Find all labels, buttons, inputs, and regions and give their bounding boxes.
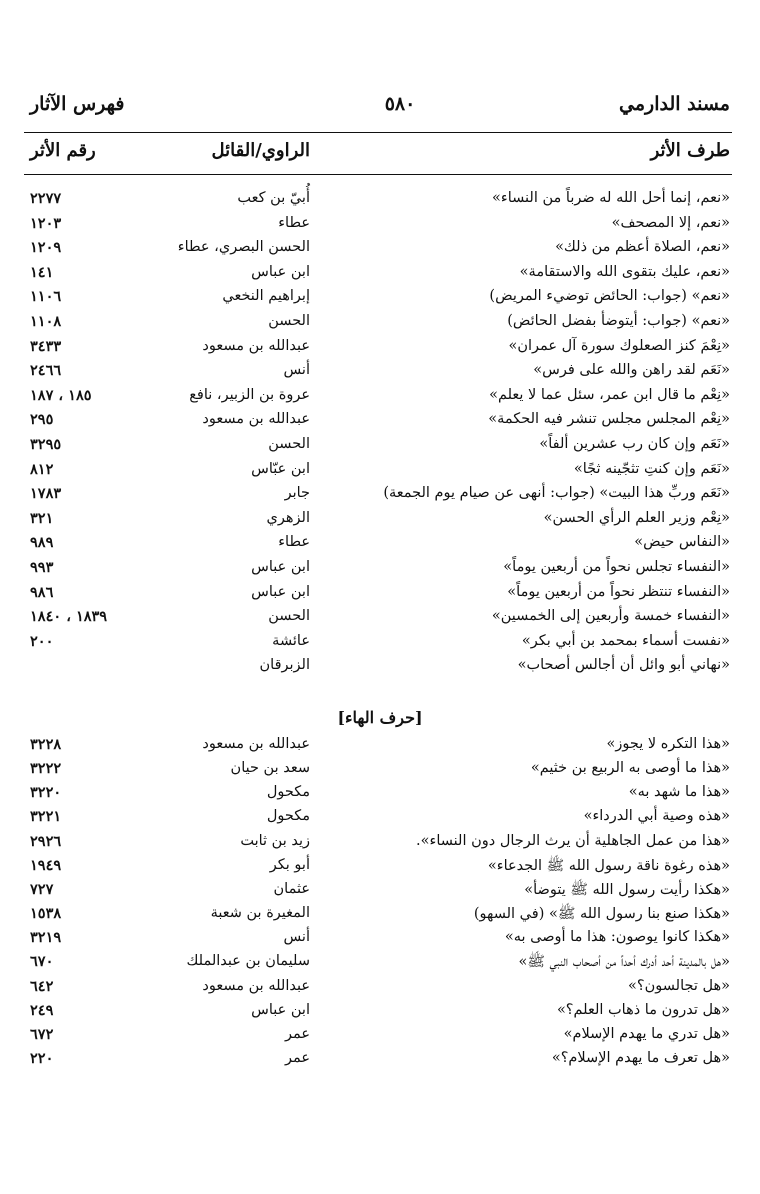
atar-cell: «نِعْمَ كنز الصعلوك سورة آل عمران»	[508, 337, 730, 354]
atar-cell: «النفساء تجلس نحواً من أربعين يوماً»	[503, 559, 730, 575]
number-cell: ٢٤٩	[30, 1001, 54, 1019]
table-row	[30, 1050, 730, 1074]
atar-cell: «هكذا رأيت رسول الله ﷺ يتوضأ»	[524, 881, 730, 898]
atar-cell: «نَعَم لقد راهن والله على فرس»	[533, 362, 730, 379]
table-row	[30, 461, 730, 485]
number-cell: ٢٤٦٦	[30, 362, 62, 380]
table-row	[30, 633, 730, 657]
rawi-cell: عثمان	[273, 880, 310, 897]
rawi-cell: مكحول	[266, 784, 310, 801]
rawi-cell: عمر	[284, 1049, 310, 1066]
table-row	[30, 534, 730, 558]
number-cell: ١٢٠٣	[30, 214, 62, 232]
table-row	[30, 1026, 730, 1050]
table-row	[30, 264, 730, 288]
rawi-cell: عبدالله بن مسعود	[202, 411, 310, 428]
rawi-cell: عمر	[284, 1025, 310, 1042]
column-headers	[30, 140, 730, 174]
rawi-cell: زيد بن ثابت	[240, 832, 310, 849]
table-row	[30, 338, 730, 362]
rawi-cell: عروة بن الزبير، نافع	[189, 386, 310, 403]
atar-cell: «نعم، الصلاة أعظم من ذلك»	[555, 239, 730, 256]
number-cell: ١٨٣٩ ، ١٨٤٠	[30, 608, 108, 626]
atar-cell: «هكذا كانوا يوصون: هذا ما أوصى به»	[504, 929, 730, 946]
table-row	[30, 736, 730, 760]
table-row	[30, 190, 730, 214]
number-cell: ٣٢١٩	[30, 929, 62, 947]
column-header-number: رقم الأثر	[30, 140, 96, 161]
number-cell: ٢٠٠	[30, 632, 54, 650]
number-cell: ١٥٣٨	[30, 905, 62, 923]
atar-cell: «نِعْم المجلس مجلس تنشر فيه الحكمة»	[488, 411, 730, 428]
table-row	[30, 760, 730, 784]
number-cell: ٣٢٢٢	[30, 760, 62, 778]
atar-cell: «نِعْم ما قال ابن عمر، سئل عما لا يعلم»	[489, 386, 730, 403]
number-cell: ٢٩٢٦	[30, 832, 62, 850]
rawi-cell: الحسن	[268, 313, 310, 329]
atar-cell: «نعم، إنما أحل الله له ضرباً من النساء»	[492, 190, 730, 206]
table-row	[30, 510, 730, 534]
atar-cell: «هكذا صنع بنا رسول الله ﷺ» (في السهو)	[473, 906, 730, 923]
rawi-cell: الحسن	[268, 608, 310, 625]
number-cell: ٣٢٢٨	[30, 736, 62, 753]
atar-cell: «هل تدري ما يهدم الإسلام»	[563, 1025, 730, 1042]
table-row	[30, 485, 730, 509]
table-row	[30, 857, 730, 881]
atar-cell: «هل تجالسون؟»	[628, 977, 730, 994]
number-cell: ١١٠٨	[30, 313, 62, 330]
number-cell: ١٤١	[30, 263, 54, 281]
atar-cell: «نَعَم وإن كان رب عشرين ألفاً»	[539, 436, 730, 452]
table-row	[30, 239, 730, 263]
number-cell: ١٧٨٣	[30, 485, 62, 503]
rawi-cell: أُبيّ بن كعب	[237, 190, 310, 206]
table-row	[30, 784, 730, 808]
atar-cell: «هذا ما أوصى به الربيع بن خثيم»	[530, 760, 730, 777]
table-row	[30, 362, 730, 386]
atar-cell: «هذه وصية أبي الدرداء»	[583, 808, 730, 825]
number-cell: ٣٢١	[30, 509, 54, 527]
book-title: مسند الدارمي	[619, 93, 730, 115]
rawi-cell: الحسن	[268, 436, 310, 452]
atar-cell: «نِعْم وزير العلم الرأي الحسن»	[543, 509, 730, 526]
rawi-cell: أبو بكر	[269, 856, 310, 873]
atar-cell: «نَعَم وربِّ هذا البيت» (جواب: أنهى عن صيام يوم الجمعة)	[383, 485, 730, 502]
atar-cell: «نعم، إلا المصحف»	[611, 214, 730, 231]
table-row	[30, 833, 730, 857]
rawi-cell: ابن عباس	[251, 263, 310, 280]
atar-cell: «النفساء تنتظر نحواً من أربعين يوماً»	[507, 583, 730, 600]
atar-cell: «نعم، عليك بتقوى الله والاستقامة»	[519, 263, 730, 280]
number-cell: ١٩٤٩	[30, 856, 62, 874]
atar-cell: «النفساء خمسة وأربعين إلى الخمسين»	[491, 608, 730, 625]
atar-cell: «هل تعرف ما يهدم الإسلام؟»	[551, 1049, 730, 1066]
rawi-cell: سليمان بن عبدالملك	[186, 953, 310, 970]
number-cell: ٣٢٩٥	[30, 436, 62, 453]
rawi-cell: المغيرة بن شعبة	[210, 905, 310, 922]
atar-cell: «هذا من عمل الجاهلية أن يرث الرجال دون النساء».	[416, 832, 730, 849]
table-row	[30, 929, 730, 953]
atar-cell: «نَعَم وإن كنتِ تثجّينه ثجًا»	[573, 460, 730, 477]
column-header-atar: طرف الأثر	[650, 140, 730, 161]
atar-cell: «هذا التكره لا يجوز»	[606, 736, 730, 752]
number-cell: ٦٧٢	[30, 1025, 54, 1043]
table-row	[30, 953, 730, 977]
atar-cell: «النفاس حيض»	[634, 534, 730, 551]
table-row	[30, 1002, 730, 1026]
atar-cell: «هذا ما شهد به»	[628, 784, 730, 801]
rawi-cell: أنس	[283, 929, 310, 946]
number-cell: ٩٨٦	[30, 583, 54, 601]
number-cell: ٢٢٧٧	[30, 190, 62, 207]
page-number: ٥٨٠	[384, 93, 416, 115]
atar-cell: «هل تدرون ما ذهاب العلم؟»	[556, 1001, 730, 1018]
rawi-cell: ابن عباس	[251, 559, 310, 575]
number-cell: ٢٢٠	[30, 1049, 54, 1067]
table-row	[30, 905, 730, 929]
rawi-cell: سعد بن حيان	[230, 760, 310, 777]
table-row	[30, 657, 730, 681]
section-heading: [حرف الهاء]	[337, 708, 423, 727]
rawi-cell: عبدالله بن مسعود	[202, 337, 310, 354]
atar-cell: «نعم» (جواب: أيتوضأ بفضل الحائض)	[507, 313, 730, 329]
rawi-cell: الحسن البصري، عطاء	[177, 239, 310, 256]
table-row	[30, 808, 730, 832]
rawi-cell: ابن عبّاس	[251, 460, 310, 477]
table-row	[30, 436, 730, 460]
number-cell: ١١٠٦	[30, 288, 62, 306]
number-cell: ٣٢٢٠	[30, 784, 62, 802]
rawi-cell: أنس	[283, 362, 310, 379]
rawi-cell: إبراهيم النخعي	[222, 288, 310, 305]
rawi-cell: مكحول	[266, 808, 310, 825]
number-cell: ٧٢٧	[30, 880, 54, 898]
table-row	[30, 215, 730, 239]
column-header-rule	[24, 174, 732, 175]
rawi-cell: الزهري	[266, 509, 310, 526]
rawi-cell: عطاء	[278, 534, 310, 551]
number-cell: ٢٩٥	[30, 411, 54, 429]
rawi-cell: الزبرقان	[259, 657, 310, 674]
number-cell: ٨١٢	[30, 460, 54, 478]
table-row	[30, 288, 730, 312]
rawi-cell: عطاء	[278, 214, 310, 231]
rawi-cell: عبدالله بن مسعود	[202, 977, 310, 994]
table-row	[30, 387, 730, 411]
number-cell: ٩٨٩	[30, 534, 54, 552]
number-cell: ٩٩٣	[30, 559, 54, 576]
table-row	[30, 978, 730, 1002]
rawi-cell: ابن عباس	[251, 1001, 310, 1018]
rawi-cell: عبدالله بن مسعود	[202, 736, 310, 752]
section-index-title: فهرس الآثار	[30, 93, 125, 115]
rawi-cell: عائشة	[272, 632, 310, 649]
table-row	[30, 881, 730, 905]
number-cell: ٦٤٢	[30, 977, 54, 995]
number-cell: ٣٤٣٣	[30, 337, 62, 355]
number-cell: ٦٧٠	[30, 953, 54, 971]
number-cell: ١٨٥ ، ١٨٧	[30, 386, 92, 404]
table-row	[30, 313, 730, 337]
number-cell: ٣٢٢١	[30, 808, 62, 826]
table-row	[30, 584, 730, 608]
atar-cell: «نهاني أبو وائل أن أجالس أصحاب»	[517, 657, 730, 674]
atar-cell: «هل بالمدينة أحد أدرك أحداً من أصحاب النبي ﷺ»	[518, 954, 730, 971]
table-row	[30, 559, 730, 583]
header-rule	[24, 132, 732, 133]
atar-cell: «نفست أسماء بمحمد بن أبي بكر»	[521, 632, 730, 649]
column-header-rawi: الراوي/القائل	[211, 140, 310, 161]
table-row	[30, 411, 730, 435]
atar-cell: «نعم» (جواب: الحائض توضيء المريض)	[489, 288, 730, 305]
table-row	[30, 608, 730, 632]
rawi-cell: ابن عباس	[251, 583, 310, 600]
running-head	[30, 93, 730, 125]
rawi-cell: جابر	[284, 485, 310, 502]
atar-cell: «هذه رغوة ناقة رسول الله ﷺ الجدعاء»	[487, 857, 730, 874]
number-cell: ١٢٠٩	[30, 239, 62, 257]
